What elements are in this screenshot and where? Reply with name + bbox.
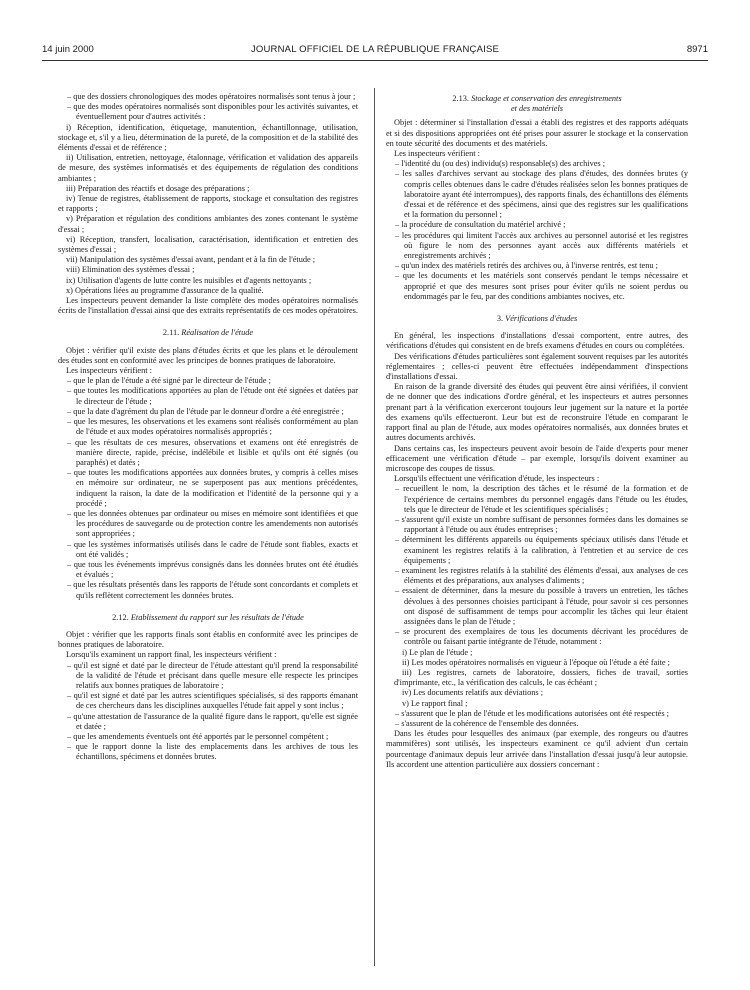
list-item: vii) Manipulation des systèmes d'essai avant, pendant et à la fin de l'étude ; — [66, 255, 316, 265]
list-item: – que les systèmes informatisés utilisés dans le cadre de l'étude sont fiables, exacts et ont été validés ; — [67, 539, 358, 559]
paragraph: En raison de la grande diversité des études qui peuvent être ainsi vérifiées, il convient de ne donner que des indications d'ordre général, et les inspecteurs et autres personnes prenant part à la vérification exerceront toujours leur jugement sur la nature et la portée des examens qu'ils effectueront. Leur but est de reconstruire l'étude en comparant le rapport final au plan de l'étude, aux modes opératoires normalisés, aux données brutes et autres documents archivés. — [386, 382, 688, 443]
list-item: ii) Utilisation, entretien, nettoyage, étalonnage, vérification et validation des appareils de mesure, des systèmes informatisés et des équipements de régulation des conditions ambiantes ; — [58, 153, 358, 183]
list-item: – qu'un index des matériels retirés des archives ou, à l'inverse rentrés, est tenu ; — [395, 261, 658, 271]
section-number: 3. — [496, 314, 504, 324]
column-divider — [374, 88, 375, 966]
list-item: – que la date d'agrément du plan de l'étude par le donneur d'ordre a été enregistrée ; — [67, 406, 344, 416]
left-column — [58, 92, 358, 763]
list-item: v) Le rapport final ; — [402, 698, 468, 708]
list-item: – que des dossiers chronologiques des modes opératoires normalisés sont tenus à jour ; — [67, 92, 356, 101]
list-item: iii) Les registres, carnets de laboratoire, dossiers, fiches de travail, sorties d'imprimante, etc., la vérification des calculs, le cas échéant ; — [394, 667, 688, 688]
list-item: – qu'une attestation de l'assurance de la qualité figure dans le rapport, qu'elle est signée et datée ; — [67, 711, 358, 731]
right-column — [386, 92, 688, 770]
list-item: – qu'il est signé et daté par les autres scientifiques spécialisés, si des rapports émanant de ces chercheurs dans les disciplines auxquelles l'étude fait appel y sont inclus ; — [67, 691, 358, 711]
paragraph: Des vérifications d'études particulières sont également souvent requises par les autorités réglementaires ; celles-ci peuvent être effectuées indépendamment d'inspections d'installations d'essai. — [386, 351, 688, 382]
section-title: Etablissement du rapport sur les résultats de l'étude — [130, 612, 304, 622]
list-item: – que les documents et les matériels sont conservés pendant le temps nécessaire et approprié et que des mesures sont prises pour éviter qu'ils ne soient perdus ou endommagés par le feu, par des conditions ambiantes nocives, etc. — [395, 271, 688, 301]
list-item: – les salles d'archives servant au stockage des plans d'études, des données brutes (y compris celles obtenues dans le cadre d'études réalisées selon les bonnes pratiques de laboratoire ayant été interrompues), des rapports finals, des échantillons des éléments d'essai et de référence et des spécimens, ainsi que des registres sur les qualifications et la formation du personnel ; — [395, 169, 688, 220]
section-heading-2-12 — [58, 613, 358, 623]
section-heading-3 — [386, 314, 688, 324]
list-item: ii) Les modes opératoires normalisés en vigueur à l'époque où l'étude a été faite ; — [402, 657, 670, 667]
paragraph: Dans certains cas, les inspecteurs peuvent avoir besoin de l'aide d'experts pour mener efficacement une vérification d'étude – par exemple, lorsqu'ils doivent examiner au microscope des coupes de tissus. — [386, 443, 688, 473]
list-item: viii) Elimination des systèmes d'essai ; — [66, 265, 195, 275]
section-number: 2.11. — [162, 328, 180, 338]
list-item: – qu'il est signé et daté par le directeur de l'étude attestant qu'il prend la responsabilité de la validité de l'étude et précisant dans quelle mesure elle respecte les principes relatifs aux bonnes pratiques de laboratoire ; — [67, 660, 358, 690]
list-item: iv) Les documents relatifs aux déviations ; — [402, 688, 544, 698]
paragraph: Les inspecteurs vérifient : — [394, 149, 480, 159]
header-rule — [42, 60, 708, 61]
list-item: – s'assurent de la cohérence de l'ensemble des données. — [395, 718, 579, 728]
list-item: – la procédure de consultation du matériel archivé ; — [395, 220, 566, 230]
list-item: – que toutes les modifications apportées aux données brutes, y compris à celles mises en mémoire sur ordinateur, ne se superposent pas aux mentions précédentes, indiquent la raison, la date de la modification et l'identité de la personne qui y a procédé ; — [67, 468, 358, 508]
list-item: – que tous les événements imprévus consignés dans les données brutes ont été étudiés et évalués ; — [67, 559, 358, 580]
list-item: – que les mesures, les observations et les examens sont réalisés conformément au plan de l'étude et aux modes opératoires normalisés appropriés ; — [67, 417, 358, 437]
header-date: 14 juin 2000 — [42, 44, 94, 55]
list-item: – que le rapport donne la liste des emplacements dans les archives de tous les échantillons, spécimens et données brutes. — [67, 742, 358, 762]
section-number: 2.12. — [112, 612, 129, 622]
section-title-continued: et des matériels — [510, 104, 564, 114]
list-item: i) Le plan de l'étude ; — [402, 647, 473, 657]
list-item: iii) Préparation des réactifs et dosage des préparations ; — [66, 183, 250, 193]
paragraph: Dans les études pour lesquelles des animaux (par exemple, des rongeurs ou d'autres mammifères) sont utilisés, les inspecteurs examinent ce qu'il advient d'un certain pourcentage d'animaux depuis leur arrivée dans l'installation d'essai jusqu'à leur autopsie. Ils accordent une attention particulière aux dossiers concernant : — [386, 729, 688, 769]
list-item: – que les résultats présentés dans les rapports de l'étude sont concordants et complets et qu'ils reflètent correctement les données brutes. — [67, 580, 358, 600]
list-item: – se procurent des exemplaires de tous les documents décrivant les procédures de contrôle ou faisant partie intégrante de l'étude, notamment : — [395, 627, 688, 647]
list-item: – l'identité du (ou des) individu(s) responsable(s) des archives ; — [395, 159, 606, 169]
journal-title: JOURNAL OFFICIEL DE LA RÉPUBLIQUE FRANÇAISE — [250, 44, 500, 55]
section-title: Stockage et conservation des enregistrements — [471, 94, 622, 103]
paragraph: Les inspecteurs peuvent demander la liste complète des modes opératoires normalisés écrits de l'installation d'essai ainsi que des extraits représentatifs de ces modes opératoires. — [58, 296, 358, 316]
list-item: v) Préparation et régulation des conditions ambiantes des zones contenant le système d'essai ; — [58, 214, 358, 234]
list-item: – que les résultats de ces mesures, observations et examens ont été enregistrés de manière directe, rapide, précise, indélébile et lisible et qu'ils ont été signés (ou paraphés) et datés ; — [67, 437, 358, 467]
section-heading-2-11 — [58, 328, 358, 338]
list-item: – recueillent le nom, la description des tâches et le résumé de la formation et de l'expérience de certains membres du personnel engagés dans l'étude ou les études, tels que le directeur de l'étude et les scientifiques spécialisés ; — [395, 484, 688, 514]
page-number: 8971 — [686, 44, 708, 55]
list-item: i) Réception, identification, étiquetage, manutention, échantillonnage, utilisation, stockage et, s'il y a lieu, détermination de la pureté, de la composition et de la stabilité des éléments d'essai et de référence ; — [58, 122, 358, 153]
paragraph: Lorsqu'ils examinent un rapport final, les inspecteurs vérifient : — [66, 650, 277, 660]
list-item: – examinent les registres relatifs à la stabilité des éléments d'essai, aux analyses de ces éléments et des préparations, aux analyses d'aliments ; — [395, 565, 688, 586]
list-item: vi) Réception, transfert, localisation, caractérisation, identification et entretien des systèmes d'essai ; — [58, 234, 358, 255]
list-item: – que le plan de l'étude a été signé par le directeur de l'étude ; — [67, 376, 271, 386]
paragraph: En général, les inspections d'installations d'essai comportent, entre autres, des vérifications d'études qui consistent en de brefs examens d'études en cours ou complétées. — [386, 331, 688, 351]
list-item: – essaient de déterminer, dans la mesure du possible à travers un entretien, les tâches dévolues à des personnes choisies participant à l'étude, pour savoir si ces personnes ont disposé de suffisamment de temps pour accomplir les tâches qui leur étaient assignées dans le plan de l'étude ; — [395, 586, 688, 626]
section-number: 2.13. — [452, 94, 469, 103]
section-title: Réalisation de l'étude — [181, 328, 254, 338]
paragraph: Lorsqu'ils effectuent une vérification d'étude, les inspecteurs : — [394, 474, 600, 484]
list-item: – que toutes les modifications apportées au plan de l'étude ont été signées et datées par le directeur de l'étude ; — [67, 386, 358, 406]
paragraph: Objet : déterminer si l'installation d'essai a établi des registres et des rapports adéquats et si des dispositions appropriées ont été prises pour assurer le stockage et la conservation en toute sécurité des documents et des matériels. — [386, 118, 688, 148]
section-title: Vérifications d'études — [505, 314, 578, 324]
list-item: – déterminent les différents appareils ou équipements spéciaux utilisés dans l'étude et examinent les registres relatifs à la calibration, à l'entretien et au service de ces équipements ; — [395, 535, 688, 565]
paragraph: Objet : vérifier que les rapports finals sont établis en conformité avec les principes de bonnes pratiques de laboratoire. — [58, 629, 358, 650]
section-heading-2-13 — [386, 94, 688, 114]
list-item: – s'assurent que le plan de l'étude et les modifications autorisées ont été respectés ; — [395, 708, 669, 718]
list-item: – les procédures qui limitent l'accès aux archives au personnel autorisé et les registres où figure le nom des personnes ayant accès aux différents matériels et enregistrements archivés ; — [395, 230, 688, 261]
list-item: – que les données obtenues par ordinateur ou mises en mémoire sont identifiées et que les procédures de sauvegarde ou de protection contre les amendements non autorisés sont appropriées ; — [67, 508, 358, 539]
list-item: x) Opérations liées au programme d'assurance de la qualité. — [66, 285, 264, 295]
list-item: – s'assurent qu'il existe un nombre suffisant de personnes formées dans les domaines se rapportant à l'étude ou aux études entreprises ; — [395, 514, 688, 535]
list-item: iv) Tenue de registres, établissement de rapports, stockage et consultation des registres et rapports ; — [58, 194, 358, 214]
list-item: ix) Utilisation d'agents de lutte contre les nuisibles et d'agents nettoyants ; — [66, 275, 312, 285]
list-item: – que les amendements éventuels ont été apportés par le personnel compétent ; — [67, 731, 329, 741]
list-item: – que des modes opératoires normalisés sont disponibles pour les activités suivantes, et éventuellement pour d'autres activités : — [67, 102, 358, 122]
paragraph: Les inspecteurs vérifient : — [66, 366, 152, 376]
paragraph: Objet : vérifier qu'il existe des plans d'études écrits et que les plans et le déroulement des études sont en conformité avec les principes de bonnes pratiques de laboratoire. — [58, 345, 358, 365]
page-header — [42, 44, 708, 58]
